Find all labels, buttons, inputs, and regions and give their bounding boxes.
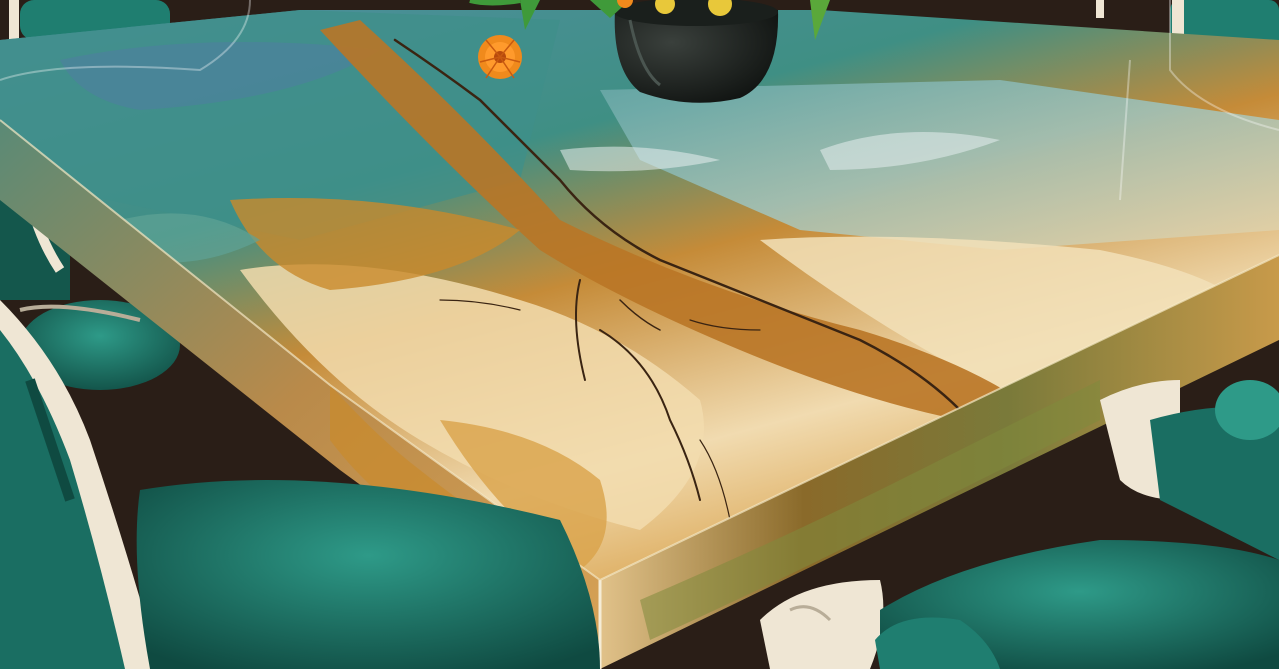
orange-flower: [478, 35, 522, 79]
flower-vase: [614, 0, 778, 103]
